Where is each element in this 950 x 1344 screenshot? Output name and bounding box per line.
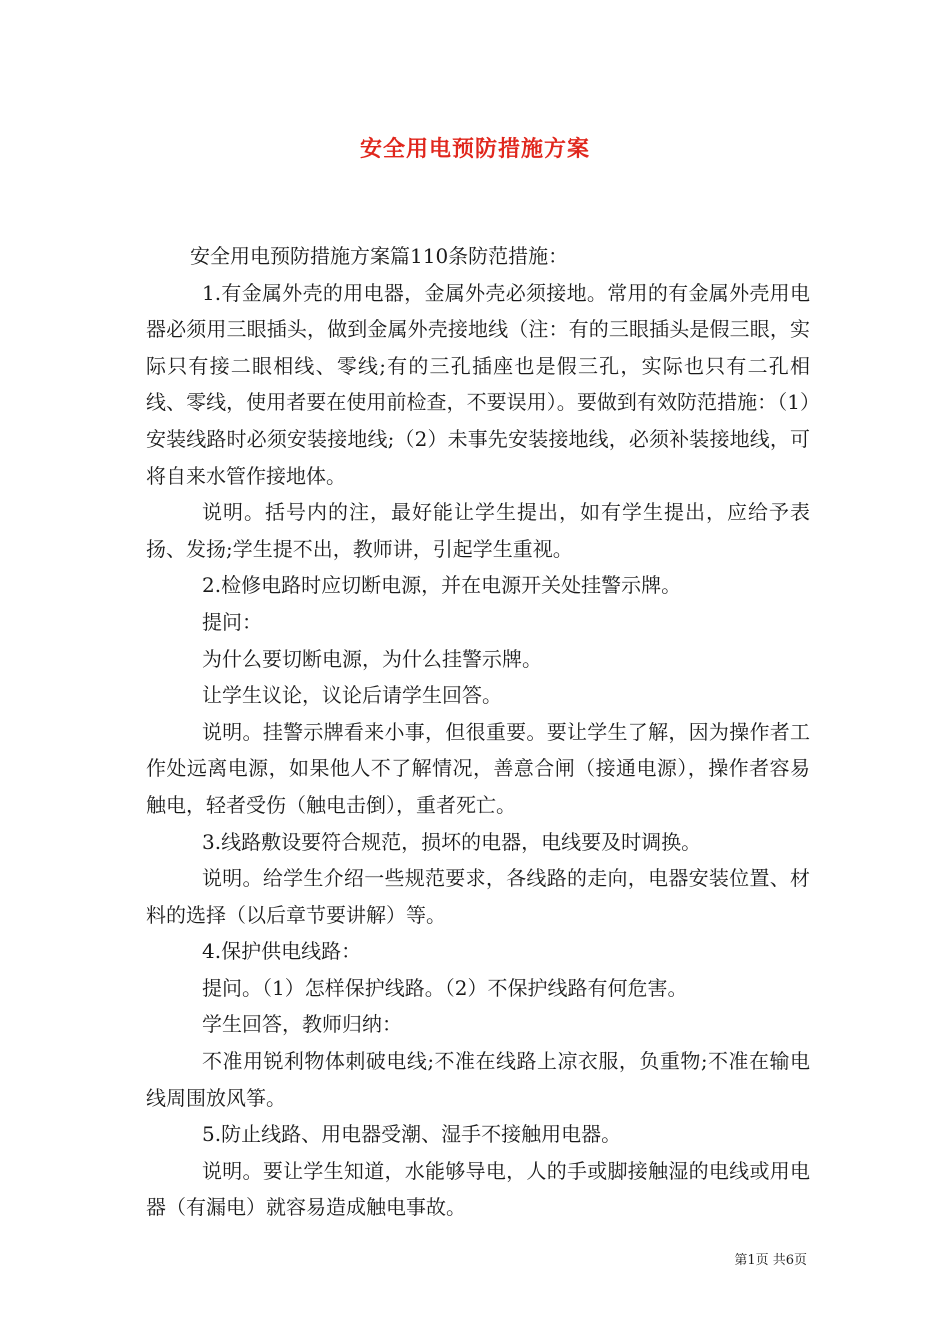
paragraph-item-3: 3.线路敷设要符合规范，损坏的电器，电线要及时调换。 xyxy=(202,829,702,854)
paragraph-item-5: 5.防止线路、用电器受潮、湿手不接触用电器。 xyxy=(202,1122,622,1147)
paragraph-note-1: 说明。括号内的注，最好能让学生提出，如有学生提出，应给予表扬、发扬;学生提不出，教师讲，引起学生重视。 xyxy=(146,500,810,561)
paragraph-note-5: 说明。要让学生知道，水能够导电，人的手或脚接触湿的电线或用电器（有漏电）就容易造成触电事故。 xyxy=(146,1158,810,1220)
paragraph-rules: 不准用锐利物体刺破电线;不准在线路上凉衣服，负重物;不准在输电线周围放风筝。 xyxy=(146,1049,810,1110)
paragraph-item-4: 4.保护供电线路： xyxy=(202,939,362,964)
paragraph-question-label: 提问： xyxy=(202,609,262,634)
paragraph-question-2: 提问。（1）怎样保护线路。（2）不保护线路有何危害。 xyxy=(202,975,688,1000)
document-title: 安全用电预防措施方案 xyxy=(359,136,590,162)
paragraph-intro: 安全用电预防措施方案篇110条防范措施： xyxy=(190,244,569,268)
page-number-footer: 第1页 共6页 xyxy=(734,1253,807,1268)
paragraph-discussion: 让学生议论，议论后请学生回答。 xyxy=(202,683,502,708)
paragraph-note-2: 说明。挂警示牌看来小事，但很重要。要让学生了解，因为操作者工作处远离电源，如果他人不了解情况，善意合闸（接通电源），操作者容易触电，轻者受伤（触电击倒），重者死亡。 xyxy=(146,719,810,817)
paragraph-item-2: 2.检修电路时应切断电源，并在电源开关处挂警示牌。 xyxy=(202,573,682,598)
document-body xyxy=(146,238,810,1226)
paragraph-question: 为什么要切断电源，为什么挂警示牌。 xyxy=(202,646,542,671)
paragraph-item-1: 1.有金属外壳的用电器，金属外壳必须接地。常用的有金属外壳用电器必须用三眼插头，做到金属外壳接地线（注：有的三眼插头是假三眼，实际只有接二眼相线、零线;有的三孔插座也是假三孔，实际也只有二孔相线、零线，使用者要在使用前检查，不要误用）。要做到有效防范措施：（1）安装线路时必须安装接地线;（2）未事先安装接地线，必须补装接地线，可将自来水管作接地体。 xyxy=(146,280,810,488)
paragraph-note-3: 说明。给学生介绍一些规范要求，各线路的走向，电器安装位置、材料的选择（以后章节要讲解）等。 xyxy=(146,866,810,927)
paragraph-summary-label: 学生回答，教师归纳： xyxy=(202,1012,402,1037)
